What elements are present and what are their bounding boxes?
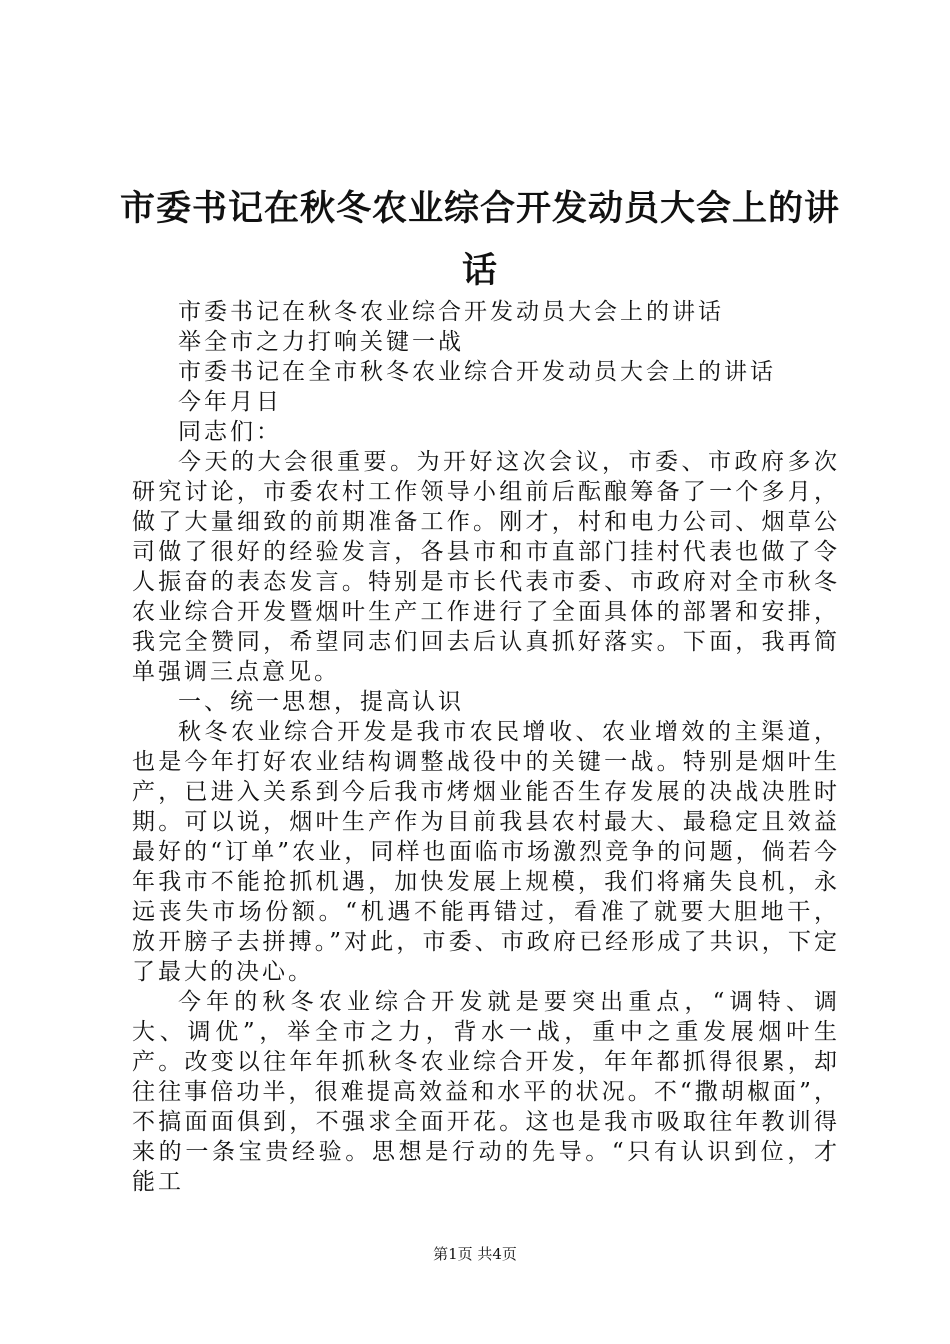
paragraph-salutation: 同志们： [178, 419, 282, 445]
page-footer: 第1页 共4页 [433, 1245, 517, 1263]
paragraph-subtitle: 举全市之力打响关键一战 [178, 329, 464, 355]
paragraph-heading-repeat: 市委书记在秋冬农业综合开发动员大会上的讲话 [178, 299, 724, 325]
paragraph-body-2: 今年的秋冬农业综合开发就是要突出重点，“调特、调大、调优”，举全市之力，背水一战，重中之重发展烟叶生产。改变以往年年抓秋冬农业综合开发，年年都抓得很累，却往往事倍功半，很难提高效益和水平的状况。不“撒胡椒面”，不搞面面俱到，不强求全面开花。这也是我市吸取往年教训得来的一条宝贵经验。思想是行动的先导。“只有认识到位，才能工 [132, 989, 840, 1195]
paragraph-intro: 今天的大会很重要。为开好这次会议，市委、市政府多次研究讨论，市委农村工作领导小组前后酝酿筹备了一个多月，做了大量细致的前期准备工作。刚才，村和电力公司、烟草公司做了很好的经验发言，各县市和市直部门挂村代表也做了令人振奋的表态发言。特别是市长代表市委、市政府对全市秋冬农业综合开发暨烟叶生产工作进行了全面具体的部署和安排，我完全赞同，希望同志们回去后认真抓好落实。下面，我再简单强调三点意见。 [132, 449, 840, 685]
paragraph-speech-title: 市委书记在全市秋冬农业综合开发动员大会上的讲话 [178, 359, 776, 385]
paragraph-section-heading: 一、统一思想，提高认识 [178, 689, 464, 715]
paragraph-date: 今年月日 [178, 389, 282, 415]
paragraph-body-1: 秋冬农业综合开发是我市农民增收、农业增效的主渠道，也是今年打好农业结构调整战役中的关键一战。特别是烟叶生产，已进入关系到今后我市烤烟业能否生存发展的决战决胜时期。可以说，烟叶生产作为目前我县农村最大、最稳定且效益最好的“订单”农业，同样也面临市场激烈竞争的问题，倘若今年我市不能抢抓机遇，加快发展上规模，我们将痛失良机，永远丧失市场份额。“机遇不能再错过，看准了就要大胆地干，放开膀子去拼搏。”对此，市委、市政府已经形成了共识，下定了最大的决心。 [132, 719, 840, 985]
document-body [132, 297, 840, 1197]
document-title: 市委书记在秋冬农业综合开发动员大会上的讲话 [119, 189, 840, 291]
